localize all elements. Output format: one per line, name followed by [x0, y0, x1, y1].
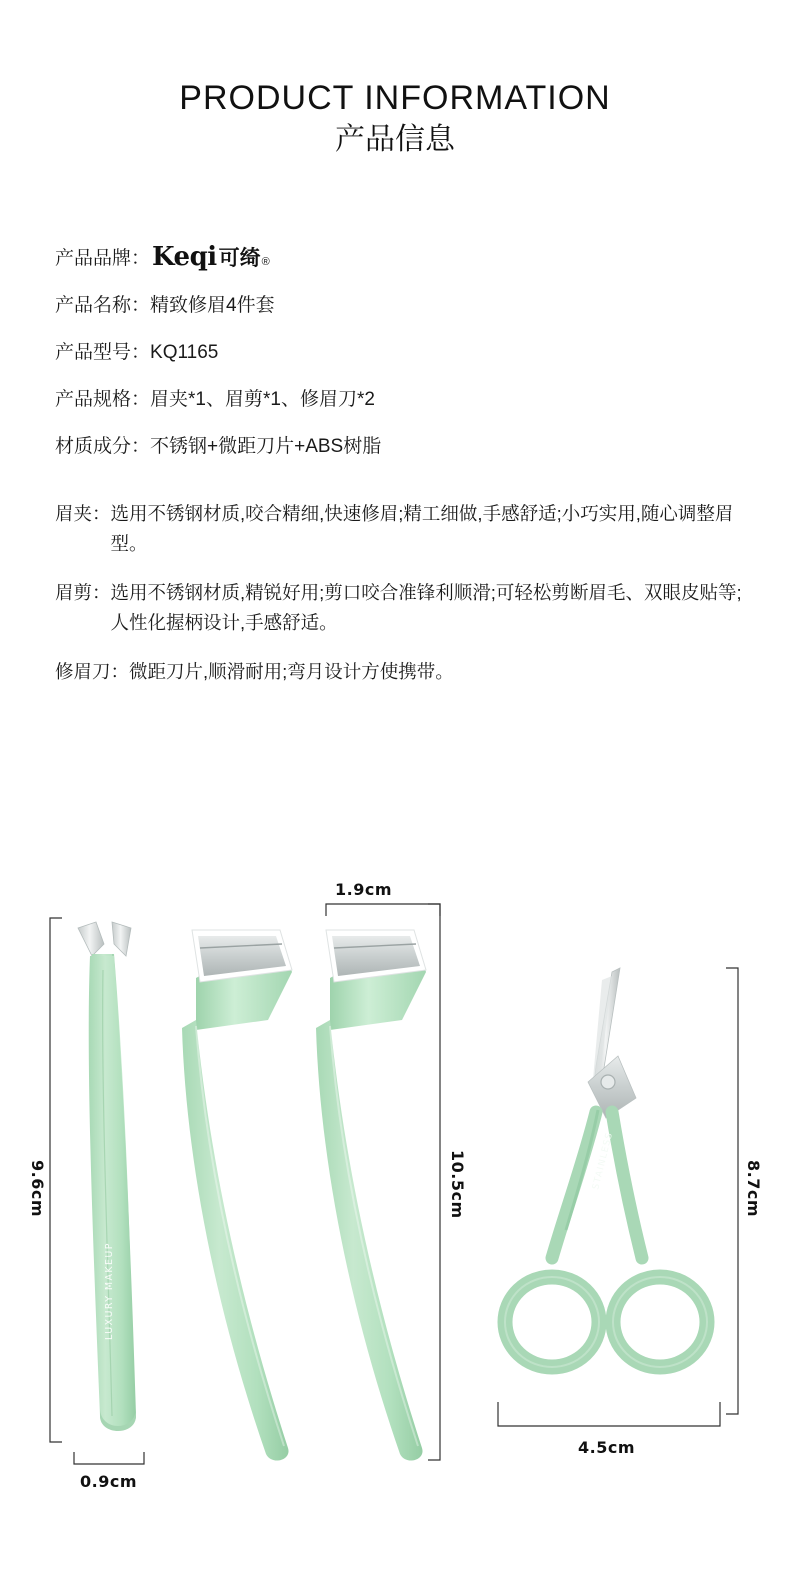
spec-row-material	[55, 429, 750, 465]
spec-value-model: KQ1165	[150, 341, 219, 363]
description-label-scissor: 眉剪：	[55, 582, 111, 604]
scissors-engraving: STAINLESS	[591, 1131, 616, 1191]
spec-value-material: 不锈钢+微距刀片+ABS树脂	[150, 435, 382, 457]
description-text-razor: 微距刀片,顺滑耐用;弯月设计方使携带。	[129, 660, 454, 682]
spec-label-contents: 产品规格：	[55, 388, 151, 410]
dimension-scissor-width: 4.5cm	[578, 1438, 635, 1457]
registered-trademark-icon: ®	[261, 256, 270, 269]
razor-illustration-2	[316, 930, 426, 1461]
spec-label-brand: 产品品牌：	[55, 247, 151, 269]
description-label-tweezer: 眉夹：	[55, 503, 111, 525]
dimension-tweezer-height: 9.6cm	[28, 1160, 47, 1217]
spec-label-material: 材质成分：	[55, 435, 151, 457]
spec-row-model	[55, 335, 750, 371]
razor-illustration-1	[182, 930, 292, 1461]
description-text-scissor: 选用不锈钢材质,精锐好用;剪口咬合准锋利顺滑;可轻松剪断眉毛、双眼皮贴等;人性化握柄设计,手感舒适。	[110, 582, 742, 633]
spec-row-name	[55, 288, 750, 324]
description-tweezer	[55, 499, 745, 559]
specification-list	[0, 241, 790, 465]
spec-value-name: 精致修眉4件套	[150, 294, 275, 316]
description-text-tweezer: 选用不锈钢材质,咬合精细,快速修眉;精工细做,手感舒适;小巧实用,随心调整眉型。	[110, 503, 734, 555]
dimension-tweezer-width: 0.9cm	[80, 1472, 137, 1491]
description-razor	[55, 657, 745, 687]
page-header	[0, 0, 790, 161]
dimension-razor-height: 10.5cm	[448, 1150, 467, 1219]
description-label-razor: 修眉刀：	[55, 660, 130, 682]
spec-row-brand	[55, 241, 750, 277]
spec-row-contents	[55, 382, 750, 418]
product-photo-area	[0, 860, 790, 1560]
tweezer-engraving: LUXURY MAKEUP	[104, 1242, 115, 1340]
page-title-cn: 产品信息	[335, 123, 455, 157]
spec-label-model: 产品型号：	[55, 341, 151, 363]
product-illustration	[0, 860, 790, 1560]
description-scissor	[55, 578, 745, 638]
description-list	[0, 499, 790, 687]
page-title-en: PRODUCT INFORMATION	[179, 79, 611, 117]
scissors-illustration	[505, 968, 707, 1367]
spec-label-name: 产品名称：	[55, 294, 151, 316]
dimension-scissor-height: 8.7cm	[744, 1160, 763, 1217]
brand-logo-cn: 可绮	[218, 247, 261, 271]
tweezer-illustration	[78, 922, 136, 1431]
spec-value-contents: 眉夹*1、眉剪*1、修眉刀*2	[150, 388, 375, 410]
brand-logo-latin: Keqi	[152, 242, 217, 273]
dimension-razor-width: 1.9cm	[335, 880, 392, 899]
brand-logo	[152, 244, 270, 273]
